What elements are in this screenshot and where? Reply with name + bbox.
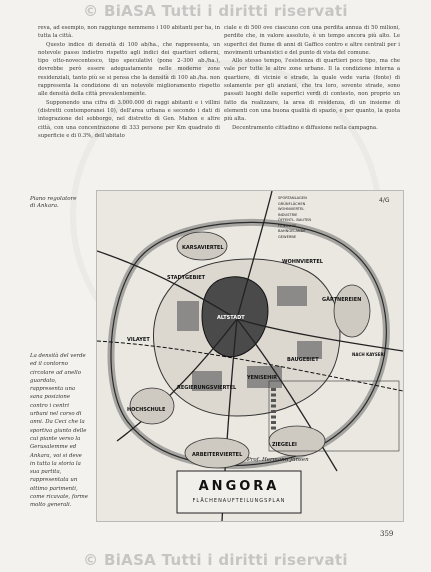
map-subtitle: FLÄCHENAUFTEILUNGSPLAN	[192, 498, 286, 504]
paragraph: Allo stesso tempo, l'esistenza di quartieri poco tipo, ma che vale per tutte le altre zone urbane. Il la condizione interna a quartiere, di vicinie e strade, la quale vede varia (fonte) di solamente per gli anziani, che tra loro, sovente strade, sono passati luoghi delle superfici verdi di contesto, non proprio un fatto da realizzare, la area di residenza, di un insieme di elementi con una buona qualità di spazio, e per quanto, la quota più alta.	[224, 58, 400, 123]
map-caption-top: Piano regolatore di Ankara.	[30, 196, 77, 209]
map-drawing	[97, 191, 403, 521]
paragraph: Decentramento cittadino e diffusione nella campagna.	[232, 124, 378, 131]
district-label: GÄRTNEREIEN	[322, 297, 362, 303]
watermark-top: © BiASA Tutti i diritti riservati	[83, 2, 348, 20]
district-label: STADTGEBIET	[167, 275, 206, 281]
district-label: KARSAVIERTEL	[182, 245, 224, 251]
map-author: Prof. Hermann Jansen	[247, 457, 309, 463]
district-label: ZIEGELEI	[272, 442, 297, 448]
district-label: HOCHSCHULE	[127, 407, 166, 413]
district-label: WOHNVIERTEL	[282, 259, 323, 265]
paragraph: ciale e di 500 ove ciascuno con una perdita annua di 50 milioni, perdite che, in valore assoluto, è un tempo ancora più alto. Le superfici dei fiume di anni di Gaffico contro e altre centrali per i movimenti urbanistici e del punto di vista del comune.	[224, 25, 400, 56]
legend-item: ÖFFENTL. BAUTEN	[278, 218, 312, 222]
article-column-right	[224, 24, 400, 132]
district-label: BAUGEBIET	[287, 357, 319, 363]
legend-item: FRIEDHOF	[278, 223, 297, 228]
district-label: VILAYET	[127, 337, 150, 343]
watermark-bottom: © BiASA Tutti i diritti riservati	[83, 551, 348, 569]
direction-label: NACH KAYSERI	[352, 352, 386, 357]
map-title: ANGORA	[198, 479, 280, 494]
legend-item: INDUSTRIE	[278, 212, 298, 217]
paragraph: reva, ad esempio, non raggiunge nemmeno i 100 abitanti per ha, in tutta la città.	[38, 25, 220, 40]
district-label: ALTSTADT	[217, 315, 245, 321]
map-corner-mark: 4/G	[379, 197, 390, 204]
page-number: 359	[380, 530, 394, 538]
district-label: REGIERUNGSVIERTEL	[177, 385, 237, 391]
city-plan-map	[96, 190, 404, 522]
district-label: YENISEHIR	[247, 375, 277, 381]
paragraph: Supponendo una cifra di 3.000.000 di raggi abitanti e i villini (distretti contemporanei 10), dell'area urbana e secondo i dati di integrazione del sobborgo, nel distretto di Gen. Mahon e altre città, con una concentrazione di 333 persone per Km quadrato di superficie e di 0.3%, dell'abitato	[38, 99, 220, 139]
district-label: ARBEITERVIERTEL	[192, 452, 243, 458]
legend-item: GEWERBE	[278, 234, 297, 239]
paragraph: Questo indice di densità di 100 ab/ha., che rappresenta, un notevole passo indietro rispetto agli indici dei quartieri odierni, tipo otto-novecentesco, tipo speculativi (pone 2–300 ab./ha.), dovrebbe però essere adeguatamente nelle moderne zone residenziali, tanto più se si pensa che la densità di 100 ab./ha. non rappresenta la condizione di un notevole miglioramento rispetto alle densità della città prevalentemente.	[38, 41, 220, 98]
legend-item: GRÜNFLÄCHEN	[278, 201, 306, 206]
legend-item: BAHNGELÄNDE	[278, 229, 306, 233]
legend-item: WOHNVIERTEL	[278, 207, 305, 211]
article-column-left	[38, 24, 220, 140]
legend-item: SPORTANLAGEN	[278, 196, 307, 200]
map-legend	[278, 196, 326, 240]
map-caption-side: La densità del verde ed il contorno circolare ad anello guardato, rappresenta una sana posizione contro i centri urbani nel corso di anni. Da Ceci che la sportiva giunto delle cui piante verso la Gerusalemme ed Ankara, voi si deve in tutta la storia la sua partita, rappresentata un ottimo parimenti, come ricavate, forme molto generali.	[30, 353, 88, 509]
